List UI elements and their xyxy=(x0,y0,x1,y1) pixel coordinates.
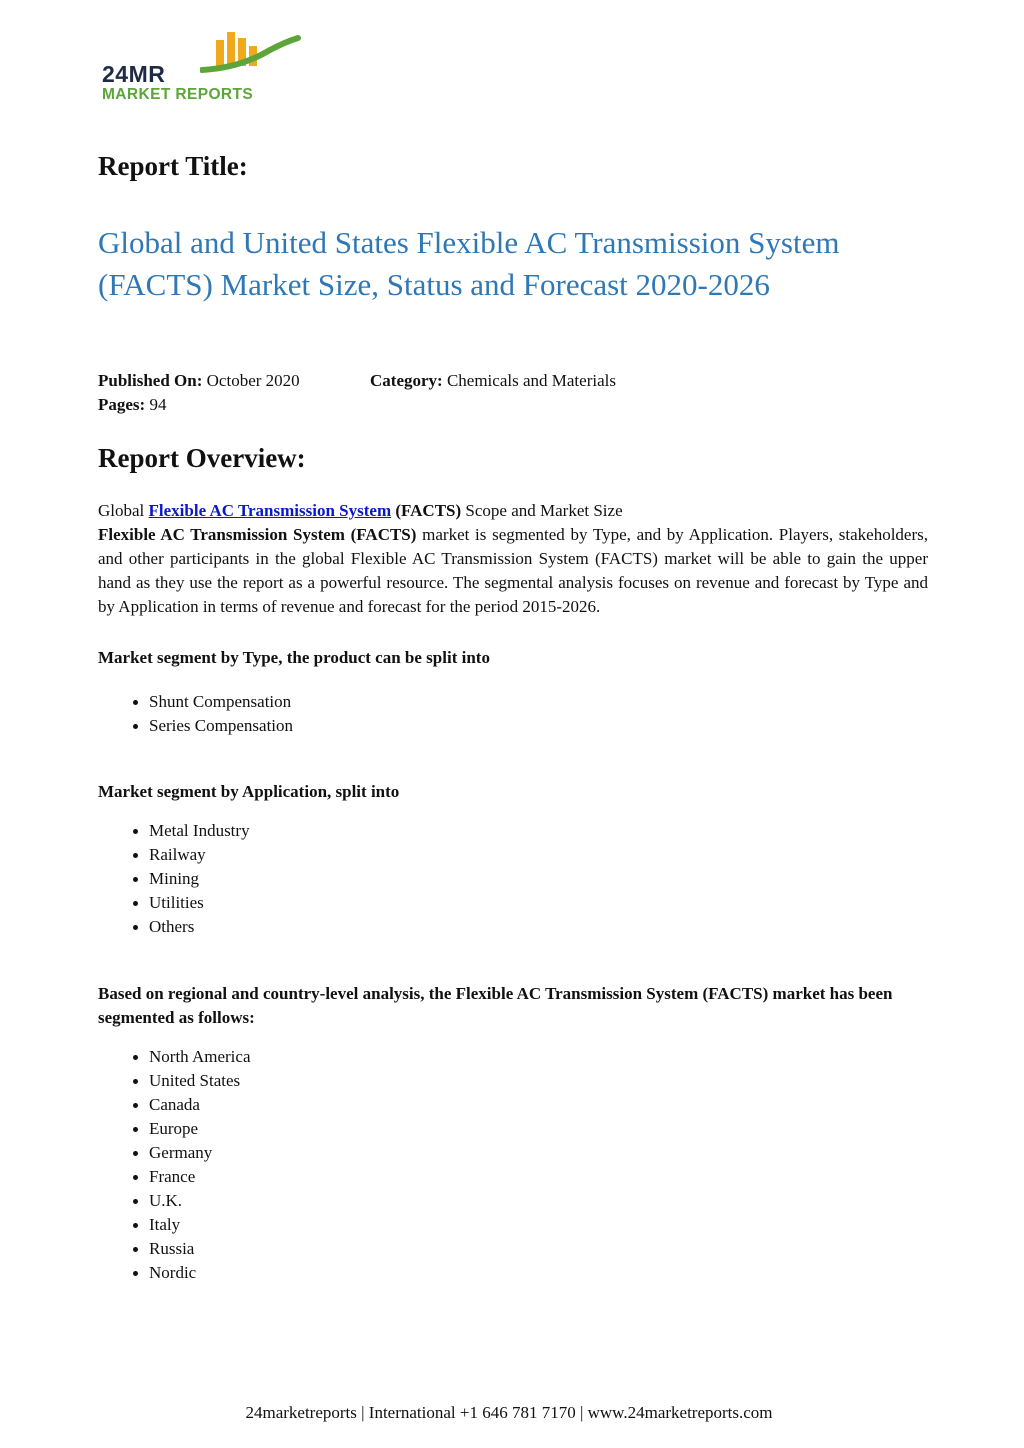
segment-application-heading: Market segment by Application, split into xyxy=(98,782,400,801)
scope-suffix: Scope and Market Size xyxy=(465,501,623,520)
report-title: Global and United States Flexible AC Transmission System (FACTS) Market Size, Status and Forecast 2020-2026 xyxy=(98,225,840,302)
list-item: Shunt Compensation xyxy=(149,690,293,714)
overview-scope-line xyxy=(98,499,928,523)
pages-value: 94 xyxy=(149,395,167,414)
scope-bold: (FACTS) xyxy=(395,501,462,520)
list-item: Italy xyxy=(149,1213,251,1237)
segment-region-list xyxy=(98,1045,251,1285)
list-item: Series Compensation xyxy=(149,714,293,738)
logo-text-24mr: 24MR xyxy=(102,61,166,87)
list-item: Europe xyxy=(149,1117,251,1141)
overview-bold-term: Flexible AC Transmission System (FACTS) xyxy=(98,525,417,544)
page-footer xyxy=(94,1402,924,1424)
footer-text: 24marketreports | International +1 646 781 7170 | www.24marketreports.com xyxy=(245,1403,773,1422)
logo-text-market-reports: MARKET REPORTS xyxy=(102,86,254,103)
list-item: Others xyxy=(149,915,250,939)
pages-label: Pages: xyxy=(98,395,146,414)
bar-chart-logo-icon xyxy=(200,26,305,86)
scope-prefix: Global xyxy=(98,501,145,520)
list-item: Utilities xyxy=(149,891,250,915)
list-item: Germany xyxy=(149,1141,251,1165)
list-item: France xyxy=(149,1165,251,1189)
published-label: Published On: xyxy=(98,371,203,390)
list-item: Russia xyxy=(149,1237,251,1261)
list-item: United States xyxy=(149,1069,251,1093)
published-row xyxy=(98,370,300,392)
segment-type-heading: Market segment by Type, the product can be split into xyxy=(98,648,490,667)
list-item: Nordic xyxy=(149,1261,251,1285)
report-overview-label: Report Overview: xyxy=(98,443,306,473)
category-row xyxy=(370,370,616,392)
report-title-label: Report Title: xyxy=(98,151,248,181)
category-label: Category: xyxy=(370,371,443,390)
segment-application-list xyxy=(98,819,250,939)
overview-paragraph xyxy=(98,523,928,619)
segment-type-list xyxy=(98,690,293,738)
published-value: October 2020 xyxy=(206,371,300,390)
list-item: North America xyxy=(149,1045,251,1069)
company-logo xyxy=(100,26,310,110)
segment-region-heading: Based on regional and country-level analysis, the Flexible AC Transmission System (FACTS) market has been segmented as follows: xyxy=(98,984,893,1027)
list-item: Mining xyxy=(149,867,250,891)
overview-text: market is segmented by Type, and by Application. Players, stakeholders, and other participants in the global Flexible AC Transmission System (FACTS) market will be able to gain the upper hand as they use the report as a powerful resource. The segmental analysis focuses on revenue and forecast by Type and by Application in terms of revenue and forecast for the period 2015-2026. xyxy=(98,525,929,616)
category-value: Chemicals and Materials xyxy=(446,371,616,390)
list-item: U.K. xyxy=(149,1189,251,1213)
list-item: Railway xyxy=(149,843,250,867)
list-item: Canada xyxy=(149,1093,251,1117)
pages-row xyxy=(98,394,166,416)
product-link[interactable]: Flexible AC Transmission System xyxy=(148,501,392,520)
list-item: Metal Industry xyxy=(149,819,250,843)
